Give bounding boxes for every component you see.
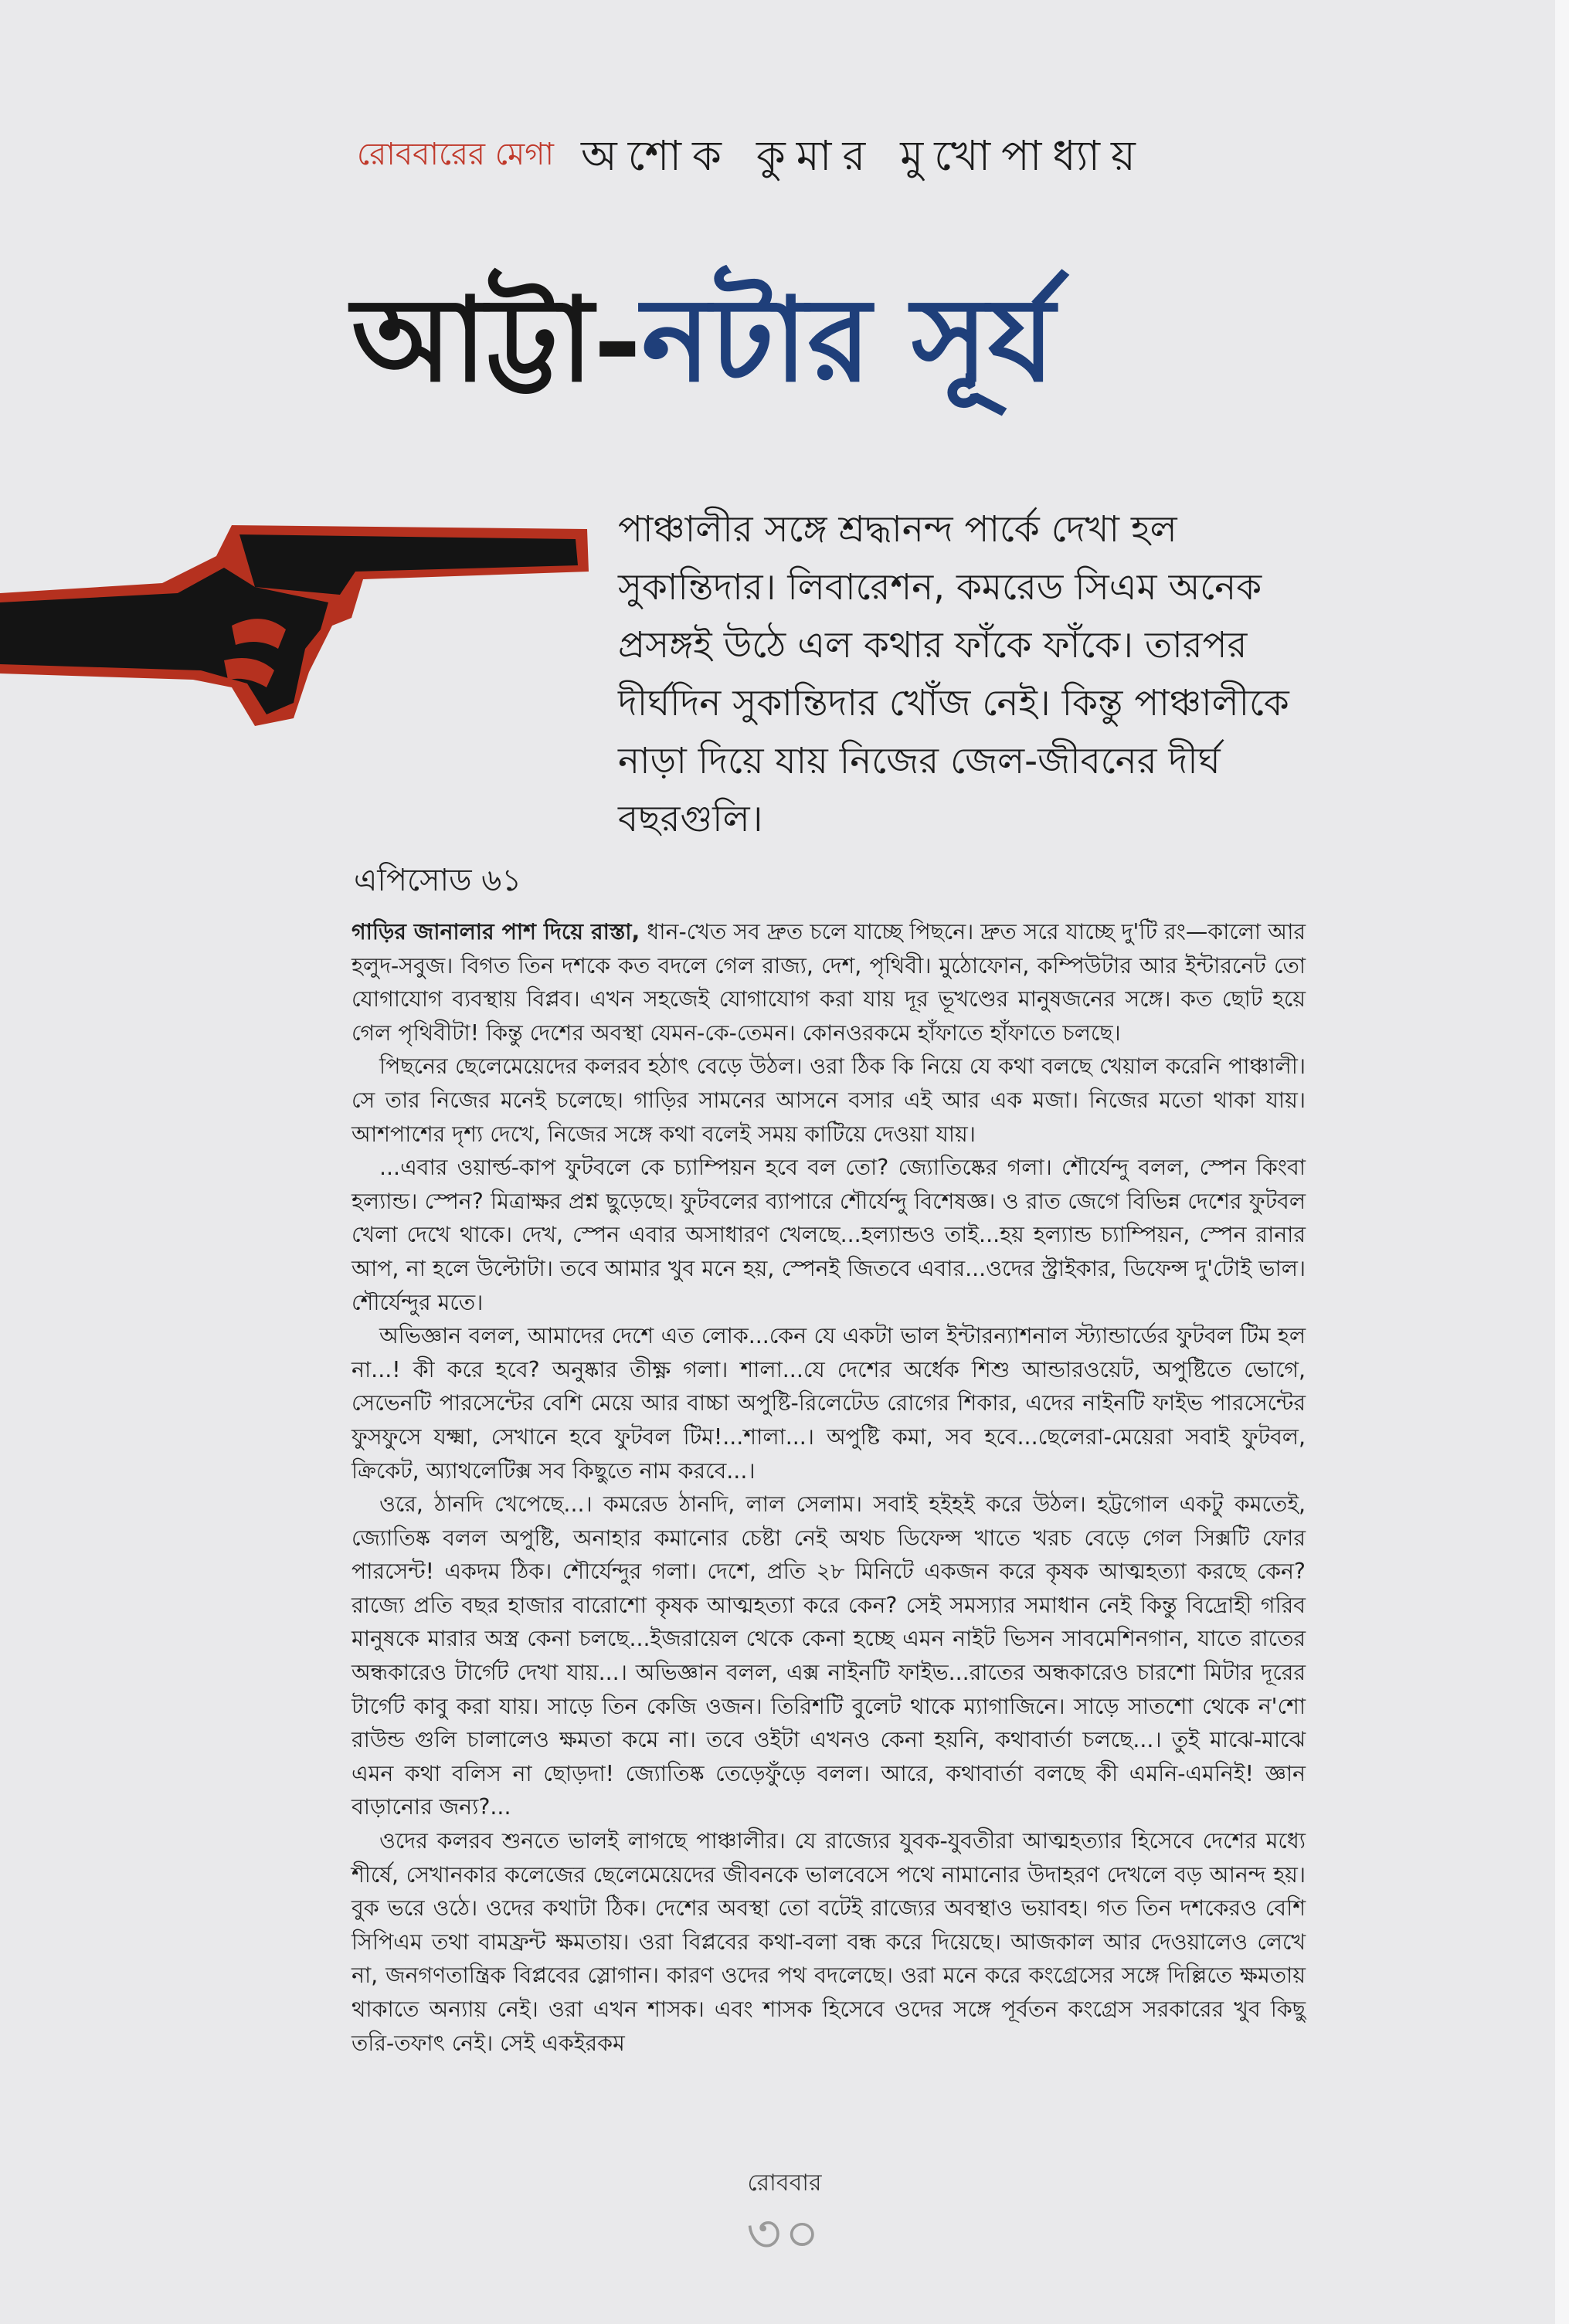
kicker: রোববারের মেগা bbox=[357, 137, 555, 172]
publication-name: রোববার bbox=[747, 2170, 822, 2197]
lead-in: গাড়ির জানালার পাশ দিয়ে রাস্তা, bbox=[351, 919, 640, 945]
gun-barrel bbox=[239, 534, 578, 595]
intro-blurb: পাঞ্চালীর সঙ্গে শ্রদ্ধানন্দ পার্কে দেখা হল সুকান্তিদার। লিবারেশন, কমরেড সিএম অনেক প্রসঙ্গই উঠে এল কথার ফাঁকে ফাঁকে। তারপর দীর্ঘদিন সুকান্তিদার খোঁজ নেই। কিন্তু পাঞ্চালীকে নাড়া দিয়ে যায় নিজের জেল-জীবনের দীর্ঘ বছরগুলি। bbox=[618, 508, 1289, 840]
author-name: অশোক কুমার মুখোপাধ্যায় bbox=[581, 131, 1146, 180]
page-number: ৩০ bbox=[745, 2202, 824, 2265]
page-edge bbox=[1555, 0, 1569, 2324]
story-title bbox=[351, 263, 1232, 425]
paragraph-1 bbox=[351, 915, 1306, 1050]
paragraph-3: ...এবার ওয়ার্ল্ড-কাপ ফুটবলে কে চ্যাম্পিয়ন হবে বল তো? জ্যোতিষ্কের গলা। শৌর্যেন্দু বলল, স্পেন কিংবা হল্যান্ড। স্পেন? মিত্রাক্ষর প্রশ্ন ছুড়েছে। ফুটবলের ব্যাপারে শৌর্যেন্দু বিশেষজ্ঞ। ও রাত জেগে বিভিন্ন দেশের ফুটবল খেলা দেখে থাকে। দেখ, স্পেন এবার অসাধারণ খেলছে...হল্যান্ডও তাই...হয় হল্যান্ড চ্যাম্পিয়ন, স্পেন রানার আপ, না হলে উল্টোটা। তবে আমার খুব মনে হয়, স্পেনই জিতবে এবার...ওদের স্ট্রাইকার, ডিফেন্স দু'টোই ভাল। শৌর্যেন্দুর মতে। bbox=[351, 1155, 1306, 1315]
title-part-1: আট্টা- bbox=[351, 272, 642, 408]
paragraph-6: ওদের কলরব শুনতে ভালই লাগছে পাঞ্চালীর। যে রাজ্যের যুবক-যুবতীরা আত্মহত্যার হিসেবে দেশের মধ্যে শীর্ষে, সেখানকার কলেজের ছেলেমেয়েদের জীবনকে ভালবেসে পথে নামানোর উদাহরণ দেখলে বড় আনন্দ হয়। বুক ভরে ওঠে। ওদের কথাটা ঠিক। দেশের অবস্থা তো বটেই রাজ্যের অবস্থাও ভয়াবহ। গত তিন দশকেরও বেশি সিপিএম তথা বামফ্রন্ট ক্ষমতায়। ওরা বিপ্লবের কথা-বলা বন্ধ করে দিয়েছে। আজকাল আর দেওয়ালেও লেখে না, জনগণতান্ত্রিক বিপ্লবের স্লোগান। কারণ ওদের পথ বদলেছে। ওরা মনে করে কংগ্রেসের সঙ্গে দিল্লিতে ক্ষমতায় থাকাতে অন্যায় নেই। ওরা এখন শাসক। এবং শাসক হিসেবে ওদের সঙ্গে পূর্বতন কংগ্রেস সরকারের খুব কিছু তরি-তফাৎ নেই। সেই একইরকম bbox=[351, 1828, 1306, 2056]
paragraph-1-text: ধান-খেত সব দ্রুত চলে যাচ্ছে পিছনে। দ্রুত সরে যাচ্ছে দু'টি রং—কালো আর হলুদ-সবুজ। বিগত তিন দশকে কত বদলে গেল রাজ্য, দেশ, পৃথিবী। মুঠোফোন, কম্পিউটার আর ইন্টারনেট তো যোগাযোগ ব্যবস্থায় বিপ্লব। এখন সহজেই যোগাযোগ করা যায় দূর ভূখণ্ডের মানুষজনের সঙ্গে। কত ছোট হয়ে গেল পৃথিবীটা! কিন্তু দেশের অবস্থা যেমন-কে-তেমন। কোনওরকমে হাঁফাতে হাঁফাতে চলছে। bbox=[351, 919, 1306, 1046]
paragraph-4: অভিজ্ঞান বলল, আমাদের দেশে এত লোক...কেন যে একটা ভাল ইন্টারন্যাশনাল স্ট্যান্ডার্ডের ফুটবল টিম হল না...! কী করে হবে? অনুষ্কার তীক্ষ্ণ গলা। শালা...যে দেশের অর্ধেক শিশু আন্ডারওয়েট, অপুষ্টিতে ভোগে, সেভেনটি পারসেন্টের বেশি মেয়ে আর বাচ্চা অপুষ্টি-রিলেটেড রোগের শিকার, এদের নাইনটি ফাইভ পারসেন্টের ফুসফুসে যক্ষ্মা, সেখানে হবে ফুটবল টিম!...শালা...। অপুষ্টি কমা, সব হবে...ছেলেরা-মেয়েরা সবাই ফুটবল, ক্রিকেট, অ্যাথলেটিক্স সব কিছুতে নাম করবে...। bbox=[351, 1323, 1306, 1484]
title-part-2: নটার সূর্য bbox=[641, 272, 1055, 408]
paragraph-5: ওরে, ঠানদি খেপেছে...। কমরেড ঠানদি, লাল সেলাম। সবাই হইহই করে উঠল। হট্টগোল একটু কমতেই, জ্যোতিষ্ক বলল অপুষ্টি, অনাহার কমানোর চেষ্টা নেই অথচ ডিফেন্স খাতে খরচ বেড়ে গেল সিক্সটি ফোর পারসেন্ট! একদম ঠিক। শৌর্যেন্দুর গলা। দেশে, প্রতি ২৮ মিনিটে একজন করে কৃষক আত্মহত্যা করছে কেন? রাজ্যে প্রতি বছর হাজার বারোশো কৃষক আত্মহত্যা করে কেন? সেই সমস্যার সমাধান নেই কিন্তু বিদ্রোহী গরিব মানুষকে মারার অস্ত্র কেনা চলছে...ইজরায়েল থেকে কেনা হচ্ছে এমন নাইট ভিসন সাবমেশিনগান, যাতে রাতের অন্ধকারেও টার্গেট দেখা যায়...। অভিজ্ঞান বলল, এক্স নাইনটি ফাইভ...রাতের অন্ধকারেও চারশো মিটার দূরের টার্গেট কাবু করা যায়। সাড়ে তিন কেজি ওজন। তিরিশটি বুলেট থাকে ম্যাগাজিনে। সাড়ে সাতশো থেকে ন'শো রাউন্ড গুলি চালালেও ক্ষমতা কমে না। তবে ওইটা এখনও কেনা হয়নি, কথাবার্তা চলছে...। তুই মাঝে-মাঝে এমন কথা বলিস না ছোড়দা! জ্যোতিষ্ক তেড়েফুঁড়ে বলল। আরে, কথাবার্তা বলছে কী এমনি-এমনিই! জ্ঞান বাড়ানোর জন্য?... bbox=[351, 1491, 1306, 1820]
paragraph-2: পিছনের ছেলেমেয়েদের কলরব হঠাৎ বেড়ে উঠল। ওরা ঠিক কি নিয়ে যে কথা বলছে খেয়াল করেনি পাঞ্চালী। সে তার নিজের মনেই চলেছে। গাড়ির সামনের আসনে বসার এই আর এক মজা। নিজের মতো থাকা যায়। আশপাশের দৃশ্য দেখে, নিজের সঙ্গে কথা বলেই সময় কাটিয়ে দেওয়া যায়। bbox=[351, 1053, 1306, 1147]
article-body bbox=[351, 915, 1306, 2060]
episode-label: এপিসোড ৬১ bbox=[354, 863, 522, 898]
hand-gun-illustration bbox=[0, 494, 595, 757]
